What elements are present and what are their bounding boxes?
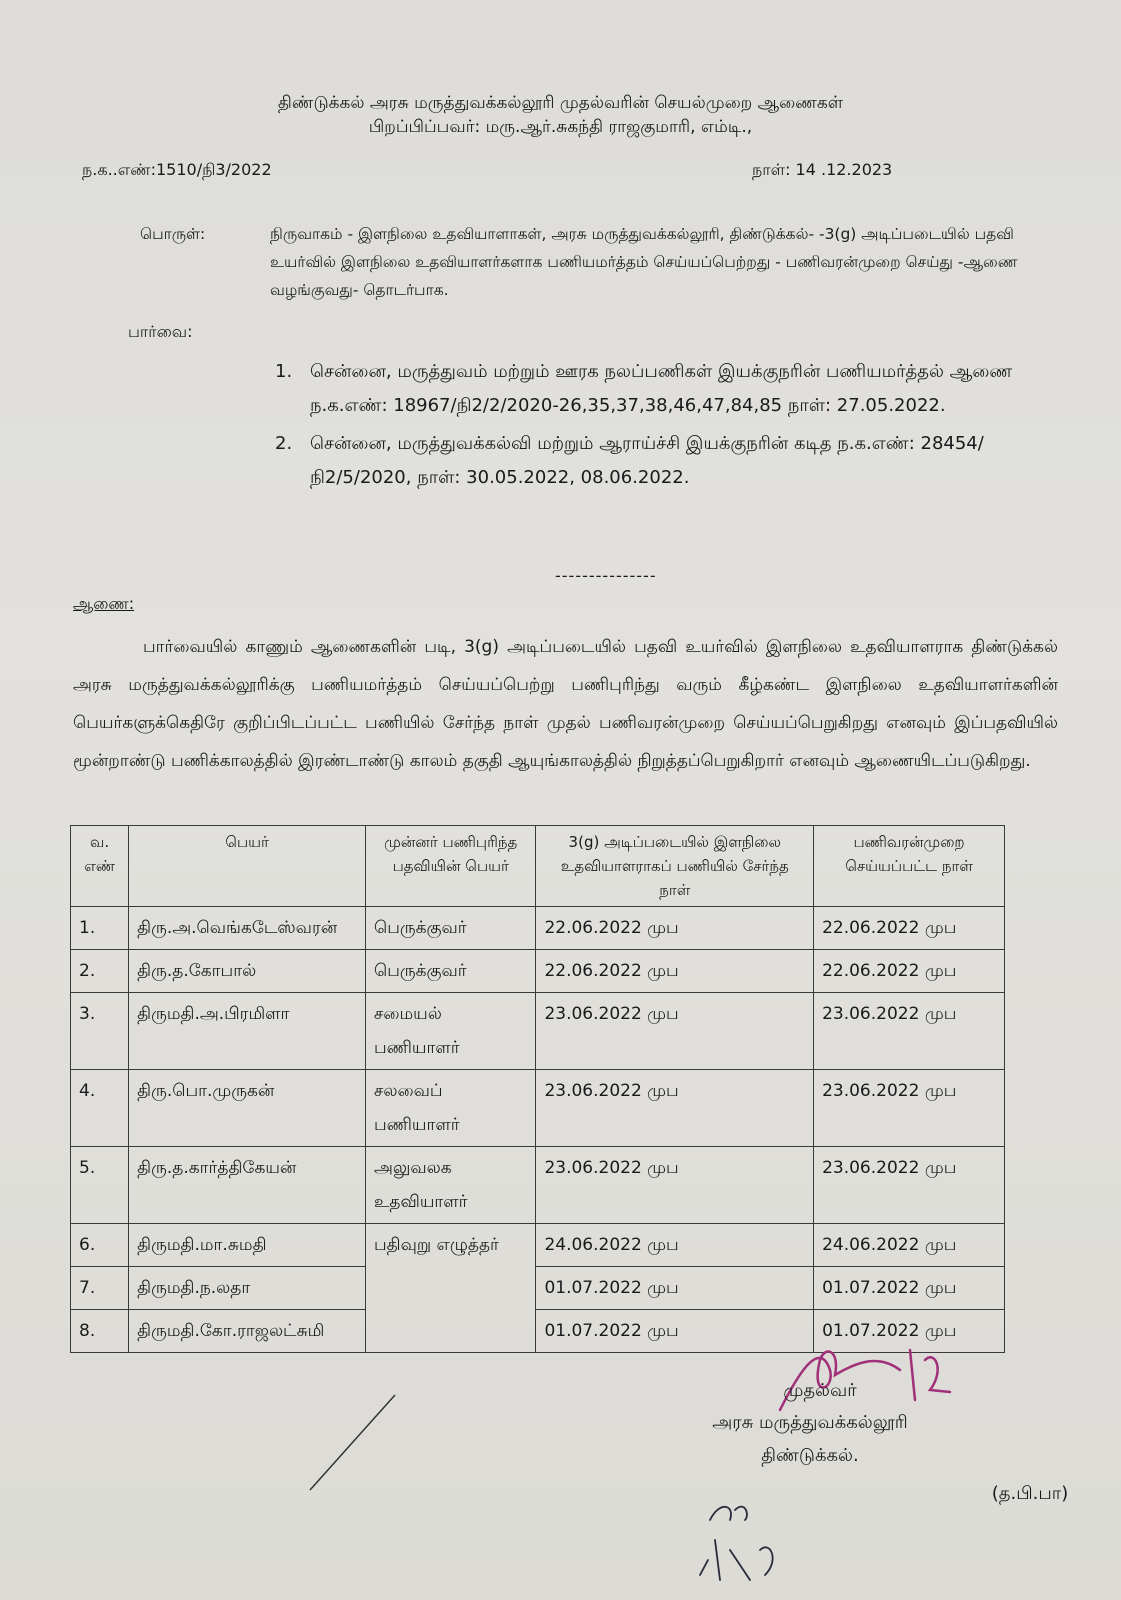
- header-join-date: 3(g) அடிப்படையில் இளநிலை உதவியாளராகப் பணியில் சேர்ந்த நாள்: [536, 826, 814, 907]
- order-label: ஆணை:: [73, 594, 135, 613]
- table-row: [71, 1070, 1005, 1147]
- cell-reg: 23.06.2022 முப: [814, 993, 1005, 1070]
- reference-number: 2.: [275, 433, 293, 454]
- cell-reg: 22.06.2022 முப: [814, 950, 1005, 993]
- cell-join: 01.07.2022 முப: [536, 1310, 814, 1353]
- table-row: [71, 1267, 1005, 1310]
- cell-name: திரு.அ.வெங்கடேஸ்வரன்: [129, 907, 366, 950]
- cell-join: 23.06.2022 முப: [536, 1070, 814, 1147]
- pen-stroke: [300, 1390, 410, 1500]
- cell-sno: 1.: [71, 907, 129, 950]
- cell-name: திருமதி.மா.சுமதி: [129, 1224, 366, 1267]
- cell-reg: 24.06.2022 முப: [814, 1224, 1005, 1267]
- cell-sno: 2.: [71, 950, 129, 993]
- cell-join: 24.06.2022 முப: [536, 1224, 814, 1267]
- file-number: ந.க..எண்:1510/நி3/2022: [82, 160, 272, 179]
- subject-block: [140, 220, 1070, 304]
- signature-institution: அரசு மருத்துவக்கல்லூரி: [712, 1412, 908, 1433]
- cell-sno: 7.: [71, 1267, 129, 1310]
- cell-reg: 22.06.2022 முப: [814, 907, 1005, 950]
- cell-reg: 01.07.2022 முப: [814, 1267, 1005, 1310]
- cell-name: திருமதி.அ.பிரமிளா: [129, 993, 366, 1070]
- cell-join: 01.07.2022 முப: [536, 1267, 814, 1310]
- table-row: [71, 950, 1005, 993]
- cell-reg: 23.06.2022 முப: [814, 1070, 1005, 1147]
- table-row: [71, 993, 1005, 1070]
- cell-sno: 3.: [71, 993, 129, 1070]
- header-title: திண்டுக்கல் அரசு மருத்துவக்கல்லூரி முதல்வரின் செயல்முறை ஆணைகள்: [277, 93, 844, 113]
- table-row: [71, 1224, 1005, 1267]
- initials-mark: [690, 1480, 800, 1590]
- signature-title: முதல்வர்: [783, 1380, 857, 1401]
- cell-post: பதிவுறு எழுத்தர்: [365, 1224, 535, 1353]
- cell-post: பெருக்குவர்: [365, 907, 535, 950]
- cell-join: 22.06.2022 முப: [536, 950, 814, 993]
- cell-sno: 4.: [71, 1070, 129, 1147]
- cell-sno: 8.: [71, 1310, 129, 1353]
- cell-name: திருமதி.கோ.ராஜலட்சுமி: [129, 1310, 366, 1353]
- table-header-row: [71, 826, 1005, 907]
- signature-place: திண்டுக்கல்.: [761, 1445, 859, 1466]
- cell-join: 22.06.2022 முப: [536, 907, 814, 950]
- references-list: [275, 355, 1075, 499]
- cell-name: திரு.த.கோபால்: [129, 950, 366, 993]
- cell-post: அலுவலக உதவியாளர்: [365, 1147, 535, 1224]
- subject-label: பொருள்:: [140, 225, 206, 243]
- cell-post: சமையல் பணியாளர்: [365, 993, 535, 1070]
- cell-name: திருமதி.ந.லதா: [129, 1267, 366, 1310]
- header-prev-post: முன்னர் பணிபுரிந்த பதவியின் பெயர்: [365, 826, 535, 907]
- cell-reg: 23.06.2022 முப: [814, 1147, 1005, 1224]
- cell-name: திரு.த.கார்த்திகேயன்: [129, 1147, 366, 1224]
- table-row: [71, 1147, 1005, 1224]
- cell-post: சலவைப் பணியாளர்: [365, 1070, 535, 1147]
- copy-tag: (த.பி.பா): [991, 1483, 1069, 1504]
- cell-sno: 5.: [71, 1147, 129, 1224]
- order-text: பார்வையில் காணும் ஆணைகளின் படி, 3(g) அடிப்படையில் பதவி உயர்வில் இளநிலை உதவியாளராக திண்டுக்கல் அரசு மருத்துவக்கல்லூரிக்கு பணியமர்த்தம் செய்யப்பெற்று பணிபுரிந்து வரும் கீழ்கண்ட இளநிலை உதவியாளர்களின் பெயர்களுக்கெதிரே குறிப்பிடப்பட்ட பணியில் சேர்ந்த நாள் முதல் பணிவரன்முறை செய்யப்பெறுகிறது எனவும் இப்பதவியில் மூன்றாண்டு பணிக்காலத்தில் இரண்டாண்டு காலம் தகுதி ஆயுங்காலத்தில் நிறுத்தப்பெறுகிறார் எனவும் ஆணையிடப்படுகிறது.: [73, 637, 1058, 771]
- staff-table: [70, 825, 1005, 1353]
- cell-join: 23.06.2022 முப: [536, 1147, 814, 1224]
- list-item: [275, 355, 1075, 423]
- cell-join: 23.06.2022 முப: [536, 993, 814, 1070]
- cell-name: திரு.பொ.முருகன்: [129, 1070, 366, 1147]
- header-reg-date: பணிவரன்முறை செய்யப்பட்ட நாள்: [814, 826, 1005, 907]
- cell-sno: 6.: [71, 1224, 129, 1267]
- reference-number: 1.: [275, 361, 293, 382]
- header-name: பெயர்: [129, 826, 366, 907]
- list-item: [275, 427, 1075, 495]
- reference-text: சென்னை, மருத்துவக்கல்வி மற்றும் ஆராய்ச்சி இயக்குநரின் கடித ந.க.எண்: 28454/நி2/5/2020, நாள்: 30.05.2022, 08.06.2022.: [310, 433, 984, 488]
- cell-reg: 01.07.2022 முப: [814, 1310, 1005, 1353]
- reference-text: சென்னை, மருத்துவம் மற்றும் ஊரக நலப்பணிகள் இயக்குநரின் பணியமர்த்தல் ஆணை ந.க.எண்: 18967/நி2/2/2020-26,35,37,38,46,47,84,85 நாள்: 27.05.2022.: [310, 361, 1013, 416]
- subject-text: நிருவாகம் - இளநிலை உதவியாளாகள், அரசு மருத்துவக்கல்லூரி, திண்டுக்கல்- -3(g) அடிப்படையில் பதவி உயர்வில் இளநிலை உதவியாளர்களாக பணியமர்த்தம் செய்யப்பெற்றது - பணிவரன்முறை செய்து -ஆணை வழங்குவது- தொடர்பாக.: [270, 225, 1018, 299]
- table-row: [71, 907, 1005, 950]
- separator: ---------------: [555, 566, 657, 585]
- references-label: பார்வை:: [128, 322, 193, 341]
- header-issuer: பிறப்பிப்பவர்: மரு.ஆர்.சுகந்தி ராஜகுமாரி, எம்டி.,: [368, 117, 753, 137]
- order-date: நாள்: 14 .12.2023: [752, 160, 893, 179]
- cell-post: பெருக்குவர்: [365, 950, 535, 993]
- header-sno: வ. எண்: [71, 826, 129, 907]
